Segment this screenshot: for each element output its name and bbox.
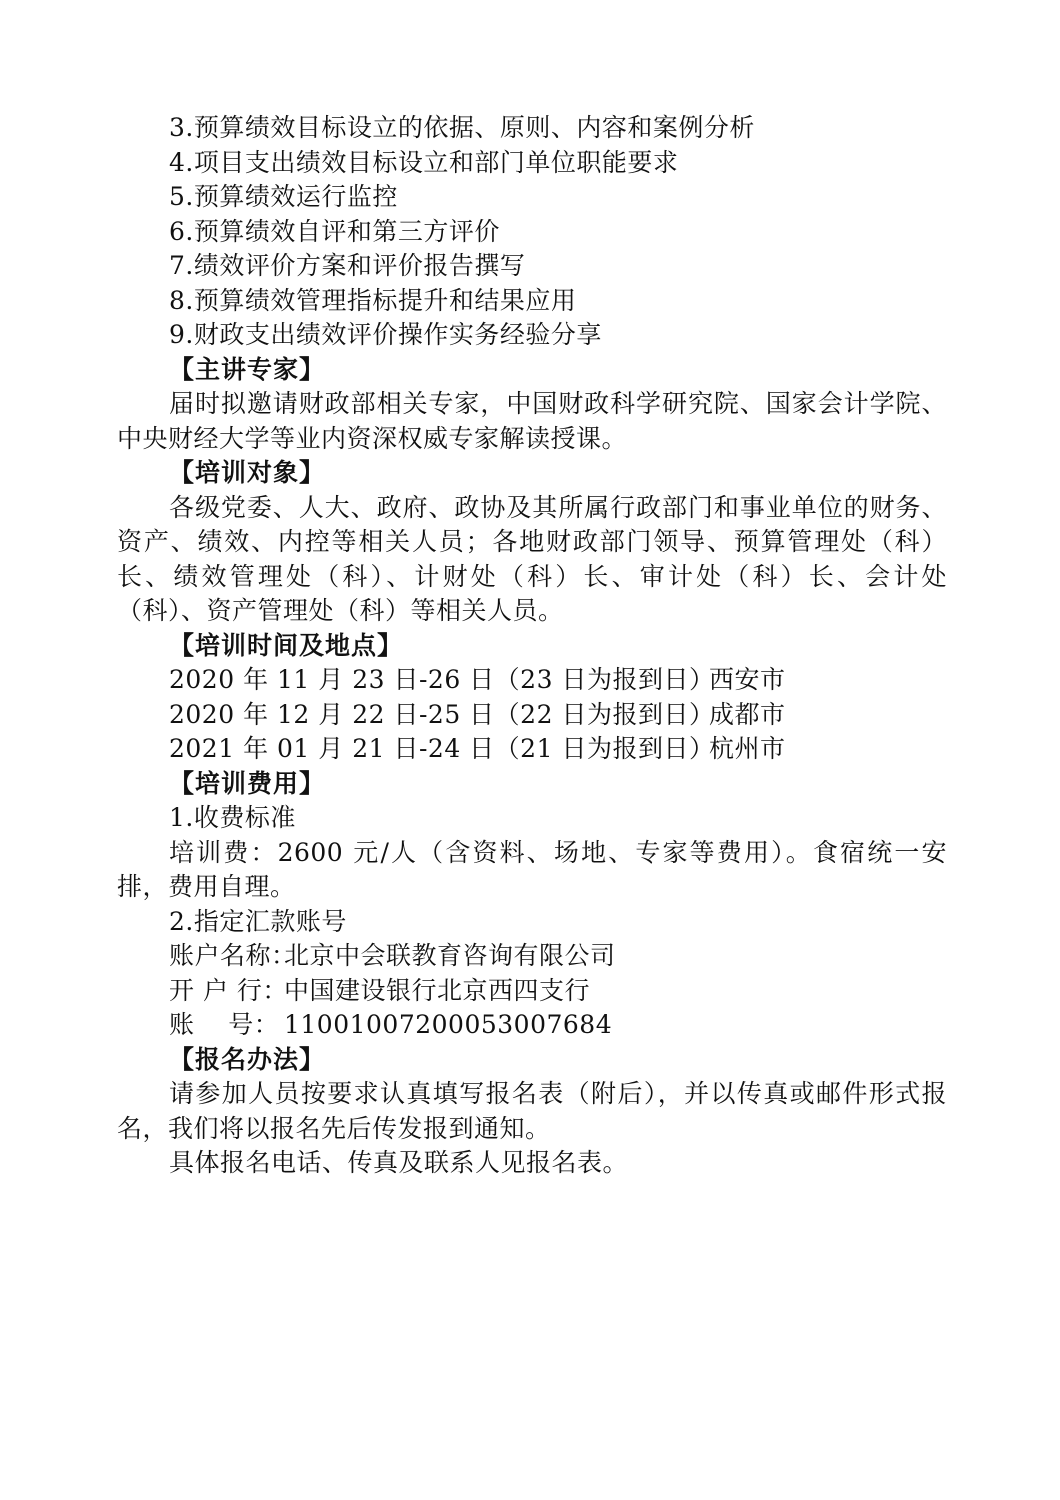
bank-row	[117, 974, 947, 1009]
schedule-date: 2020 年 11 月 23 日-26 日（23 日为报到日）	[169, 665, 715, 694]
account-name-value: 北京中会联教育咨询有限公司	[284, 941, 616, 970]
topic-item: 5.预算绩效运行监控	[169, 182, 398, 211]
topic-item: 4.项目支出绩效目标设立和部门单位职能要求	[169, 147, 679, 177]
schedule-heading: 【培训时间及地点】	[169, 630, 404, 660]
schedule-city: 杭州市	[709, 734, 786, 763]
schedule-city: 成都市	[709, 699, 786, 729]
schedule-date: 2020 年 12 月 22 日-25 日（22 日为报到日）	[169, 699, 715, 729]
schedule-row	[117, 732, 947, 767]
topic-item: 6.预算绩效自评和第三方评价	[169, 216, 500, 246]
account-name-row	[117, 939, 947, 974]
audience-heading: 【培训对象】	[169, 458, 326, 487]
account-number-row	[117, 1008, 947, 1043]
fees-heading: 【培训费用】	[169, 768, 326, 798]
registration-heading: 【报名办法】	[169, 1044, 326, 1074]
experts-heading: 【主讲专家】	[169, 354, 326, 384]
document-body	[117, 111, 947, 1181]
fee-standard-paragraph: 培训费：2600 元/人（含资料、场地、专家等费用）。食宿统一安排，费用自理。	[117, 837, 947, 901]
audience-paragraph: 各级党委、人大、政府、政协及其所属行政部门和事业单位的财务、资产、绩效、内控等相关人员；各地财政部门领导、预算管理处（科）长、绩效管理处（科）、计财处（科）长、审计处（科）长、会计处（科）、资产管理处（科）等相关人员。	[117, 492, 947, 625]
account-number-value: 11001007200053007684	[284, 1010, 613, 1039]
account-name-label: 账户名称：	[169, 941, 297, 970]
schedule-date: 2021 年 01 月 21 日-24 日（21 日为报到日）	[169, 734, 715, 763]
bank-label: 开 户 行：	[169, 975, 288, 1005]
experts-paragraph: 届时拟邀请财政部相关专家，中国财政科学研究院、国家会计学院、中央财经大学等业内资深权威专家解读授课。	[117, 389, 947, 453]
registration-note: 具体报名电话、传真及联系人见报名表。	[169, 1148, 629, 1177]
account-number-label: 账 号：	[169, 1010, 280, 1039]
registration-paragraph: 请参加人员按要求认真填写报名表（附后），并以传真或邮件形式报名，我们将以报名先后传发报到通知。	[117, 1079, 947, 1143]
topic-item: 7.绩效评价方案和评价报告撰写	[169, 251, 526, 280]
schedule-row	[117, 663, 947, 698]
schedule-city: 西安市	[709, 665, 786, 694]
topic-item: 8.预算绩效管理指标提升和结果应用	[169, 285, 577, 315]
topic-item: 9.财政支出绩效评价操作实务经验分享	[169, 320, 602, 349]
account-title: 2.指定汇款账号	[169, 906, 347, 936]
topic-item: 3.预算绩效目标设立的依据、原则、内容和案例分析	[169, 113, 755, 142]
bank-value: 中国建设银行北京西四支行	[284, 975, 591, 1005]
fee-standard-title: 1.收费标准	[169, 803, 296, 832]
schedule-row	[117, 698, 947, 733]
